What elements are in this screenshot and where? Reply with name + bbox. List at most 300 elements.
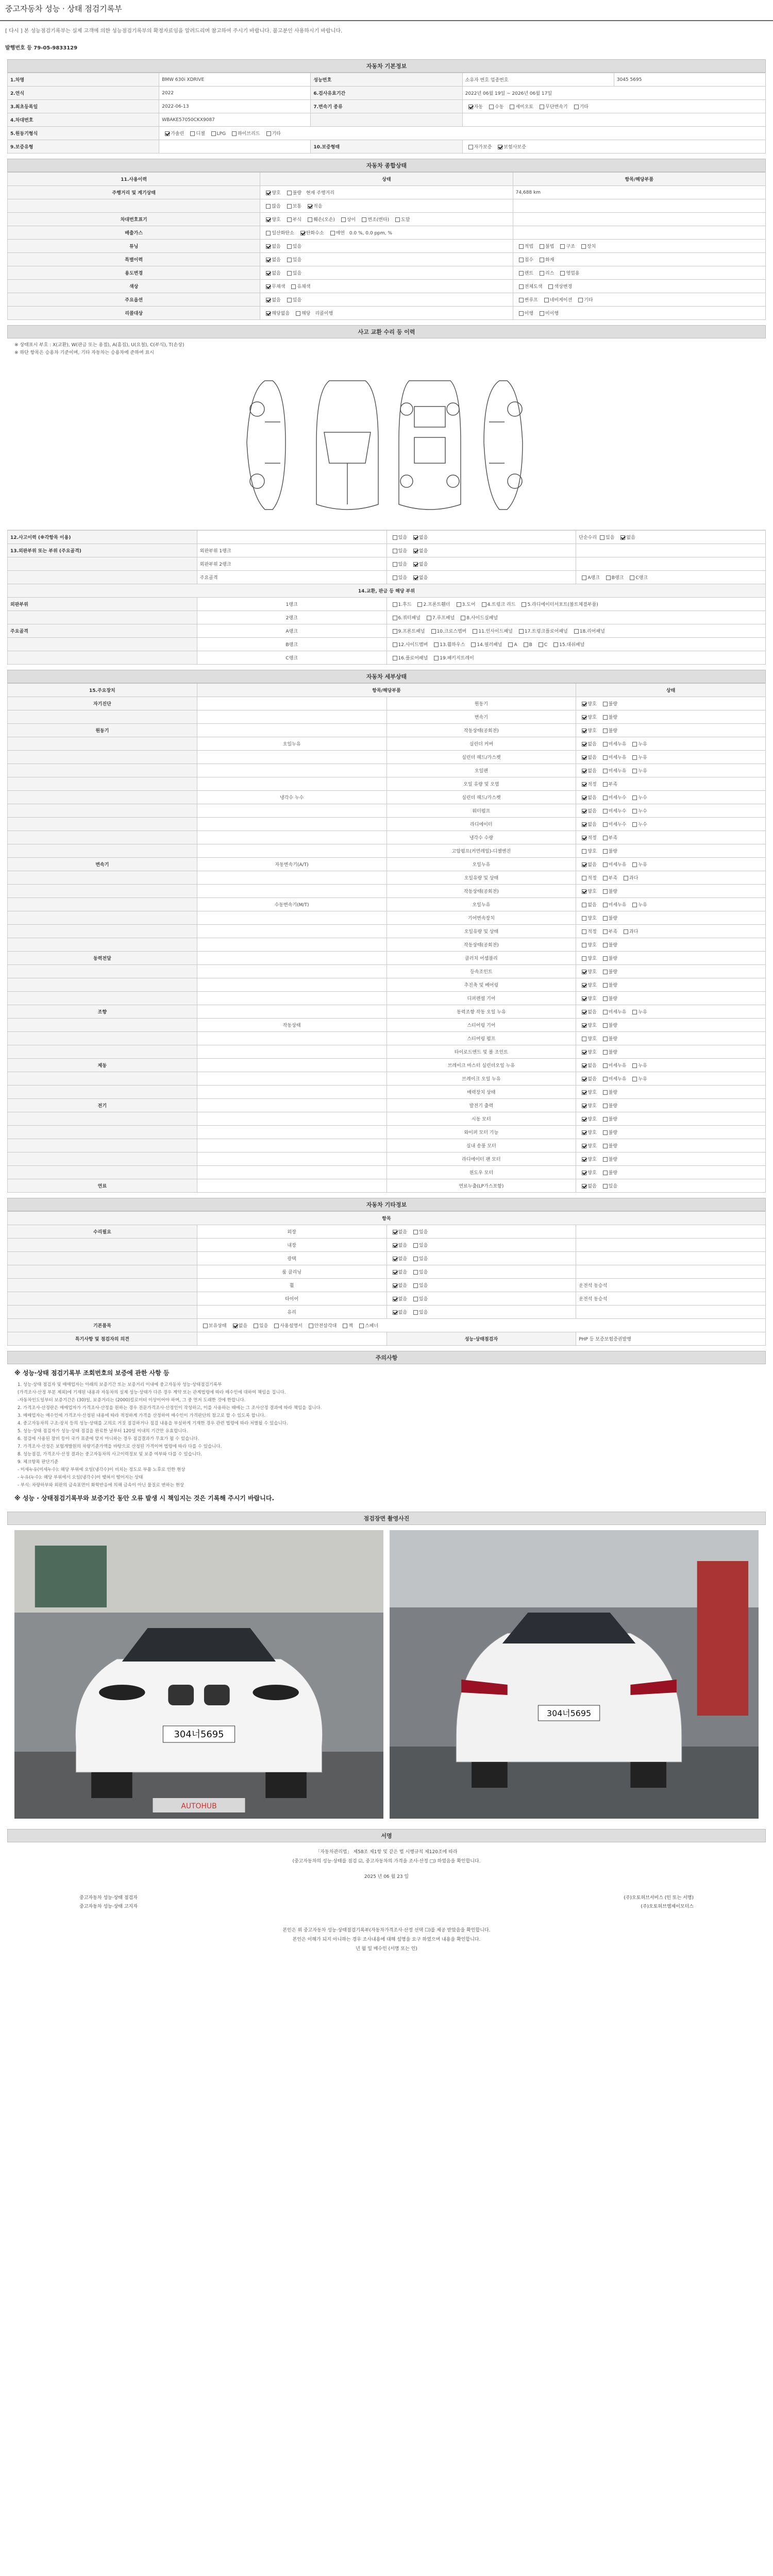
checkbox-icon[interactable] [603, 1090, 608, 1095]
checkbox-icon[interactable] [553, 642, 558, 647]
sign-date: 2025 년 06 월 23 일 [364, 1874, 409, 1879]
checkbox-icon[interactable] [582, 702, 586, 706]
checkbox-icon[interactable] [582, 715, 586, 720]
buyer-line-2: 본인은 이해가 되지 아니하는 경우 조사내용에 대해 설명을 요구 하였으며 내용을 확인합니다. [292, 1937, 481, 1942]
item-label: 등속조인트 [386, 965, 576, 978]
group-label [8, 885, 197, 898]
option-item: 없음 [390, 1309, 407, 1315]
row-extra: 단순수리 있음 없음 [576, 531, 766, 544]
checkbox-icon[interactable] [519, 244, 524, 249]
checkbox-icon[interactable] [296, 311, 300, 316]
checkbox-icon[interactable] [413, 1310, 418, 1315]
checkbox-icon[interactable] [266, 271, 271, 276]
table-row [8, 73, 766, 87]
checkbox-icon[interactable] [632, 809, 637, 814]
checkbox-icon[interactable] [603, 876, 608, 880]
checkbox-icon[interactable] [603, 742, 608, 747]
table-row [8, 544, 766, 557]
opinion-label: 특기사항 및 점검자의 의견 [8, 1332, 197, 1346]
table-row [8, 751, 766, 764]
checkbox-icon[interactable] [359, 1324, 364, 1328]
option-item: 양호 [579, 1156, 596, 1162]
checkbox-icon[interactable] [461, 616, 465, 620]
checkbox-icon[interactable] [211, 131, 216, 136]
checkbox-icon[interactable] [362, 217, 366, 222]
checkbox-icon[interactable] [560, 244, 565, 249]
state-cell [386, 1239, 576, 1252]
checkbox-icon[interactable] [308, 217, 312, 222]
checkbox-icon[interactable] [274, 1324, 279, 1328]
checkbox-icon[interactable] [413, 1243, 418, 1248]
checkbox-icon[interactable] [522, 602, 526, 607]
group-label [8, 1239, 197, 1252]
checkbox-icon[interactable] [393, 656, 397, 660]
checkbox-icon[interactable] [603, 983, 608, 988]
checkbox-icon[interactable] [540, 271, 544, 276]
checkbox-icon[interactable] [519, 298, 524, 302]
checkbox-icon[interactable] [508, 642, 513, 647]
checkbox-icon[interactable] [393, 1283, 397, 1288]
checkbox-icon[interactable] [287, 191, 292, 195]
checkbox-icon[interactable] [582, 916, 586, 921]
state-cell [576, 1059, 766, 1072]
checkbox-icon[interactable] [540, 105, 544, 109]
option-item: 양호 [579, 1169, 596, 1176]
checkbox-icon[interactable] [254, 1324, 258, 1328]
checkbox-icon[interactable] [393, 642, 397, 647]
option-item: 13.휠하우스 [431, 641, 465, 648]
checkbox-icon[interactable] [232, 131, 237, 136]
checkbox-icon[interactable] [309, 1324, 313, 1328]
state-cell [576, 1153, 766, 1166]
checkbox-icon[interactable] [578, 298, 583, 302]
checkbox-icon[interactable] [603, 822, 608, 827]
row-extra [576, 544, 766, 557]
checkbox-icon[interactable] [393, 616, 397, 620]
checkbox-icon[interactable] [632, 742, 637, 747]
checkbox-icon[interactable] [582, 1023, 586, 1028]
checkbox-icon[interactable] [524, 642, 528, 647]
checkbox-icon[interactable] [582, 575, 586, 580]
checkbox-icon[interactable] [582, 755, 586, 760]
checkbox-icon[interactable] [266, 258, 271, 262]
table-row [8, 1126, 766, 1139]
checkbox-icon[interactable] [582, 1184, 586, 1189]
table-row [8, 186, 766, 199]
checkbox-icon[interactable] [266, 131, 271, 136]
checkbox-icon[interactable] [393, 1257, 397, 1261]
option-item: 불량 [600, 981, 617, 988]
table-row [8, 844, 766, 858]
option-item: 있음 [284, 296, 301, 303]
checkbox-icon[interactable] [582, 1037, 586, 1041]
checkbox-icon[interactable] [393, 1270, 397, 1275]
checkbox-icon[interactable] [632, 1010, 637, 1014]
checkbox-icon[interactable] [434, 656, 439, 660]
checkbox-icon[interactable] [603, 769, 608, 773]
checkbox-icon[interactable] [582, 876, 586, 880]
checkbox-icon[interactable] [190, 131, 195, 136]
checkbox-icon[interactable] [582, 1063, 586, 1068]
checkbox-icon[interactable] [603, 1130, 608, 1135]
row-sub: 외판부위 1랭크 [197, 544, 386, 557]
checkbox-icon[interactable] [471, 642, 476, 647]
checkbox-icon[interactable] [603, 943, 608, 947]
checkbox-icon[interactable] [603, 916, 608, 921]
checkbox-icon[interactable] [498, 145, 502, 149]
checkbox-icon[interactable] [600, 535, 604, 540]
item-label: 시동 모터 [386, 1112, 576, 1126]
checkbox-icon[interactable] [287, 217, 292, 222]
checkbox-icon[interactable] [603, 702, 608, 706]
checkbox-icon[interactable] [574, 629, 579, 634]
checkbox-icon[interactable] [287, 258, 292, 262]
row-label [8, 199, 260, 213]
state-cell [576, 1072, 766, 1086]
row-label: 6.검사유효기간 [311, 87, 462, 100]
rank-label: C랭크 [197, 651, 386, 665]
checkbox-icon[interactable] [582, 1050, 586, 1055]
option-item: 없음 [230, 1322, 247, 1329]
option-item: 없음 [263, 296, 280, 303]
checkbox-icon[interactable] [582, 983, 586, 988]
checkbox-icon[interactable] [427, 616, 431, 620]
option-item: 양호 [263, 189, 280, 196]
checkbox-icon[interactable] [582, 1144, 586, 1148]
checkbox-icon[interactable] [413, 549, 418, 553]
checkbox-icon[interactable] [582, 996, 586, 1001]
table-row [8, 777, 766, 791]
table-row [8, 240, 766, 253]
checkbox-icon[interactable] [413, 562, 418, 567]
row-extra [576, 557, 766, 571]
option-item: 네비게이션 [541, 296, 572, 303]
checkbox-icon[interactable] [603, 715, 608, 720]
option-item: 없음 [263, 243, 280, 249]
checkbox-icon[interactable] [582, 849, 586, 854]
state-cell [576, 1045, 766, 1059]
checkbox-icon[interactable] [266, 298, 271, 302]
checkbox-icon[interactable] [603, 782, 608, 787]
state-cell [576, 911, 766, 925]
checkbox-icon[interactable] [519, 311, 524, 316]
checkbox-icon[interactable] [544, 298, 549, 302]
checkbox-icon[interactable] [519, 258, 524, 262]
checkbox-icon[interactable] [413, 1283, 418, 1288]
checkbox-icon[interactable] [582, 889, 586, 894]
checkbox-icon[interactable] [603, 1037, 608, 1041]
table-row [8, 818, 766, 831]
checkbox-icon[interactable] [582, 742, 586, 747]
checkbox-icon[interactable] [308, 204, 312, 209]
row-label: 배출가스 [8, 226, 260, 240]
checkbox-icon[interactable] [582, 1171, 586, 1175]
parts-cell [386, 638, 766, 651]
state-cell [576, 925, 766, 938]
table-header-row [8, 173, 766, 186]
row-value [462, 140, 765, 154]
checkbox-icon[interactable] [603, 795, 608, 800]
checkbox-icon[interactable] [482, 602, 486, 607]
checkbox-icon[interactable] [632, 755, 637, 760]
buyer-line-1: 본인은 위 중고자동차 성능·상태점검기록부(자동차가격조사·산정 선택 ☐)를 제공 받았음을 확인합니다. [282, 1928, 491, 1933]
state-cell [386, 1265, 576, 1279]
table-row [8, 213, 766, 226]
option-item: 부족 [600, 928, 617, 935]
table-row [8, 280, 766, 293]
checkbox-icon[interactable] [603, 836, 608, 840]
checkbox-icon[interactable] [603, 1063, 608, 1068]
checkbox-icon[interactable] [624, 876, 628, 880]
checkbox-icon[interactable] [632, 769, 637, 773]
checkbox-icon[interactable] [603, 809, 608, 814]
checkbox-icon[interactable] [582, 929, 586, 934]
checkbox-icon[interactable] [603, 1184, 608, 1189]
checkbox-icon[interactable] [413, 535, 418, 540]
checkbox-icon[interactable] [603, 1023, 608, 1028]
note-item: 2. 가격조사·산정란은 매매업자가 가격조사·산정을 원하는 경우 전문가격조사·산정인이 작성하고, 이를 사용하는 때에는 그 조사산정 결과에 따라 책임을 집니다. [18, 1405, 322, 1411]
checkbox-icon[interactable] [582, 903, 586, 907]
option-item: 양호 [263, 216, 280, 223]
checkbox-icon[interactable] [417, 602, 422, 607]
option-item: 없음 [579, 807, 596, 814]
checkbox-icon[interactable] [582, 1104, 586, 1108]
checkbox-icon[interactable] [431, 629, 436, 634]
table-row [8, 293, 766, 307]
checkbox-icon[interactable] [287, 244, 292, 249]
checkbox-icon[interactable] [393, 1243, 397, 1248]
checkbox-icon[interactable] [395, 217, 400, 222]
item-label: 오일 유량 및 오염 [386, 777, 576, 791]
checkbox-icon[interactable] [603, 1171, 608, 1175]
checkbox-icon[interactable] [632, 1077, 637, 1081]
checkbox-icon[interactable] [540, 258, 544, 262]
checkbox-icon[interactable] [632, 1063, 637, 1068]
checkbox-icon[interactable] [539, 642, 543, 647]
column-header: 상태 [260, 173, 513, 186]
option-item: 미세누수 [600, 807, 627, 814]
group-label [8, 1153, 197, 1166]
checkbox-icon[interactable] [603, 970, 608, 974]
checkbox-icon[interactable] [582, 1010, 586, 1014]
checkbox-icon[interactable] [603, 1010, 608, 1014]
front-photo [14, 1530, 383, 1819]
checkbox-icon[interactable] [603, 903, 608, 907]
checkbox-icon[interactable] [582, 956, 586, 961]
checkbox-icon[interactable] [343, 1324, 347, 1328]
checkbox-icon[interactable] [203, 1324, 208, 1328]
option-item: 양호 [579, 1035, 596, 1042]
sub-label [197, 911, 386, 925]
option-item: 미세누유 [600, 861, 627, 868]
checkbox-icon[interactable] [603, 755, 608, 760]
checkbox-icon[interactable] [582, 1130, 586, 1135]
checkbox-icon[interactable] [413, 1230, 418, 1234]
sub-label [197, 965, 386, 978]
checkbox-icon[interactable] [468, 145, 473, 149]
checkbox-icon[interactable] [393, 1297, 397, 1301]
checkbox-icon[interactable] [266, 191, 271, 195]
item-label: 와이퍼 모터 기능 [386, 1126, 576, 1139]
checkbox-icon[interactable] [266, 244, 271, 249]
option-item: B [520, 642, 532, 648]
accident-legend [7, 338, 766, 360]
checkbox-icon[interactable] [582, 1090, 586, 1095]
checkbox-icon[interactable] [603, 1157, 608, 1162]
checkbox-icon[interactable] [540, 311, 544, 316]
checkbox-icon[interactable] [165, 131, 170, 136]
checkbox-icon[interactable] [434, 642, 439, 647]
checkbox-icon[interactable] [624, 929, 628, 934]
option-item: 6.쿼터패널 [390, 614, 421, 621]
checkbox-icon[interactable] [620, 535, 625, 540]
checkbox-icon[interactable] [603, 1077, 608, 1081]
option-item: 이행 [516, 310, 533, 316]
checkbox-icon[interactable] [606, 575, 611, 580]
accident-table [7, 530, 766, 665]
table-row [8, 199, 766, 213]
checkbox-icon[interactable] [233, 1324, 238, 1328]
option-item: 불량 [600, 1048, 617, 1055]
checkbox-icon[interactable] [582, 769, 586, 773]
item-label: 룸 클리닝 [197, 1265, 386, 1279]
checkbox-icon[interactable] [582, 822, 586, 827]
checkbox-icon[interactable] [393, 1310, 397, 1315]
checkbox-icon[interactable] [330, 231, 335, 235]
checkbox-icon[interactable] [468, 105, 473, 109]
checkbox-icon[interactable] [632, 795, 637, 800]
sub-label [197, 804, 386, 818]
document-number: 발행번호 등 79-05-9833129 [5, 45, 78, 51]
table-row [8, 764, 766, 777]
table-row [8, 697, 766, 710]
sub-label [197, 818, 386, 831]
row-sub [197, 531, 386, 544]
checkbox-icon[interactable] [393, 602, 397, 607]
table-row [8, 1252, 766, 1265]
checkbox-icon[interactable] [581, 244, 586, 249]
checkbox-icon[interactable] [582, 795, 586, 800]
checkbox-icon[interactable] [413, 1297, 418, 1301]
checkbox-icon[interactable] [519, 629, 524, 634]
note-item: - 누유(누수): 해당 부위에서 오일(냉각수)이 맺혀서 떨어지는 상태 [18, 1475, 143, 1480]
checkbox-icon[interactable] [413, 575, 418, 580]
checkbox-icon[interactable] [632, 822, 637, 827]
sub-label [197, 1112, 386, 1126]
checkbox-icon[interactable] [632, 862, 637, 867]
checkbox-icon[interactable] [393, 629, 397, 634]
checkbox-icon[interactable] [300, 231, 305, 235]
checkbox-icon[interactable] [393, 1230, 397, 1234]
checkbox-icon[interactable] [287, 204, 292, 209]
option-item: 탄화수소 [297, 229, 324, 236]
checkbox-icon[interactable] [582, 943, 586, 947]
row-label: 외판부위 [8, 598, 197, 611]
sub-label [197, 925, 386, 938]
checkbox-icon[interactable] [582, 782, 586, 787]
checkbox-icon[interactable] [632, 903, 637, 907]
group-label [8, 804, 197, 818]
checkbox-icon[interactable] [510, 105, 514, 109]
group-label [8, 1306, 197, 1319]
checkbox-icon[interactable] [287, 298, 292, 302]
row-label: 용도변경 [8, 266, 260, 280]
checkbox-icon[interactable] [630, 575, 634, 580]
checkbox-icon[interactable] [489, 105, 494, 109]
checkbox-icon[interactable] [548, 284, 553, 289]
checkbox-icon[interactable] [574, 105, 579, 109]
checkbox-icon[interactable] [287, 271, 292, 276]
checkbox-icon[interactable] [582, 836, 586, 840]
sub-label [197, 710, 386, 724]
row-sub: 주요골격 [197, 571, 386, 584]
checkbox-icon[interactable] [582, 862, 586, 867]
checkbox-icon[interactable] [393, 535, 397, 540]
checkbox-icon[interactable] [560, 271, 565, 276]
column-header: 항목/해당부품 [513, 173, 765, 186]
checkbox-icon[interactable] [603, 929, 608, 934]
checkbox-icon[interactable] [413, 1270, 418, 1275]
checkbox-icon[interactable] [603, 849, 608, 854]
checkbox-icon[interactable] [603, 1117, 608, 1122]
checkbox-icon[interactable] [603, 728, 608, 733]
checkbox-icon[interactable] [603, 1104, 608, 1108]
checkbox-icon[interactable] [341, 217, 346, 222]
checkbox-icon[interactable] [582, 1077, 586, 1081]
group-label: 원동기 [8, 724, 197, 737]
state-cell [386, 1252, 576, 1265]
checkbox-icon[interactable] [413, 1257, 418, 1261]
checkbox-icon[interactable] [519, 284, 524, 289]
checkbox-icon[interactable] [582, 970, 586, 974]
checkbox-icon[interactable] [393, 562, 397, 567]
checkbox-icon[interactable] [603, 956, 608, 961]
checkbox-icon[interactable] [519, 271, 524, 276]
checkbox-icon[interactable] [582, 728, 586, 733]
checkbox-icon[interactable] [603, 1144, 608, 1148]
group-label [8, 911, 197, 925]
sub-label [197, 1059, 386, 1072]
checkbox-icon[interactable] [582, 1117, 586, 1122]
table-row [8, 885, 766, 898]
checkbox-icon[interactable] [393, 549, 397, 553]
checkbox-icon[interactable] [393, 575, 397, 580]
option-item: 있음 [410, 1242, 428, 1248]
checkbox-icon[interactable] [582, 809, 586, 814]
group-label [8, 1086, 197, 1099]
row-parts [513, 226, 765, 240]
checkbox-icon[interactable] [603, 889, 608, 894]
checkbox-icon[interactable] [266, 311, 271, 316]
item-label: 타이로드엔드 및 볼 조인트 [386, 1045, 576, 1059]
checkbox-icon[interactable] [291, 284, 296, 289]
checkbox-icon[interactable] [603, 862, 608, 867]
checkbox-icon[interactable] [266, 284, 271, 289]
checkbox-icon[interactable] [603, 1050, 608, 1055]
checkbox-icon[interactable] [540, 244, 544, 249]
checkbox-icon[interactable] [266, 204, 271, 209]
checkbox-icon[interactable] [473, 629, 477, 634]
checkbox-icon[interactable] [603, 996, 608, 1001]
checkbox-icon[interactable] [457, 602, 461, 607]
checkbox-icon[interactable] [266, 217, 271, 222]
table-row [8, 307, 766, 320]
item-label: 스티어링 펌프 [386, 1032, 576, 1045]
option-item: 훼손(오손) [305, 216, 335, 223]
table-row [8, 1292, 766, 1306]
checkbox-icon[interactable] [266, 231, 271, 235]
checkbox-icon[interactable] [582, 1157, 586, 1162]
